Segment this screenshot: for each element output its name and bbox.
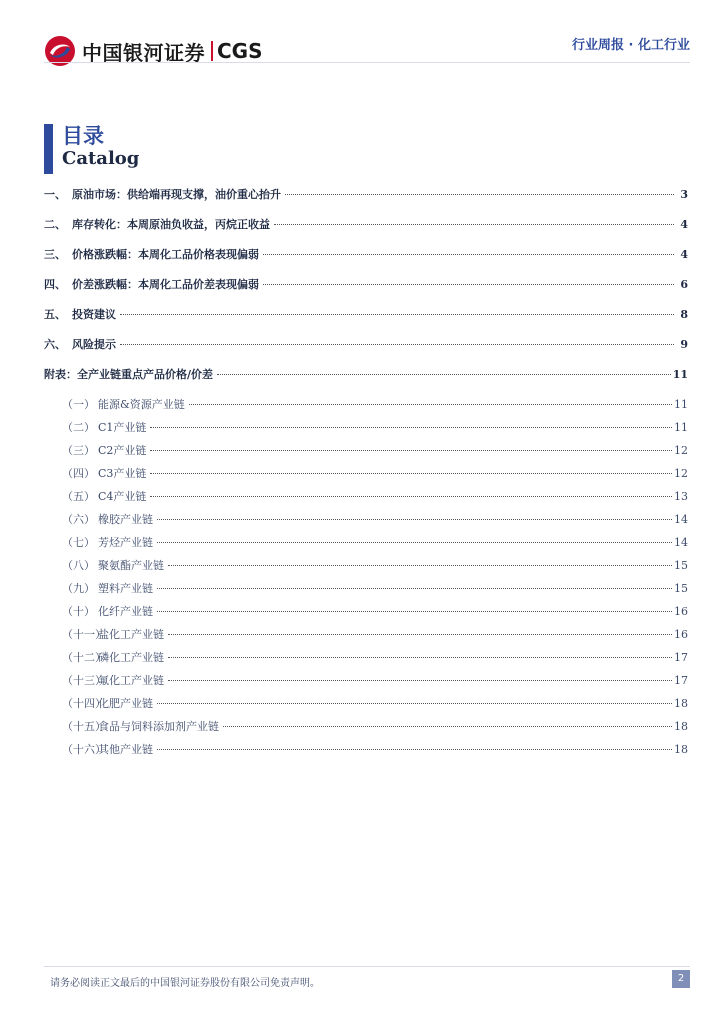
brand-name-cn: 中国银河证券 (82, 40, 205, 65)
toc-entry-page: 11 (674, 421, 688, 434)
toc-subsection-entry[interactable] (44, 419, 688, 442)
page-header (0, 0, 724, 80)
toc-entry-title: 化肥产业链 (98, 697, 153, 710)
toc-entry-number: （一） (62, 398, 95, 411)
toc-entry-number: （五） (62, 490, 95, 503)
toc-entry-number: 三、 (44, 248, 66, 261)
brand-name-en: CGS (217, 39, 263, 63)
toc-entry-page: 14 (674, 536, 688, 549)
header-divider (44, 62, 690, 63)
toc-dot-leader (157, 611, 672, 612)
toc-entry-page: 14 (674, 513, 688, 526)
toc-entry-number: （十五） (62, 720, 106, 733)
toc-entry-number: （四） (62, 467, 95, 480)
catalog-title-en: Catalog (62, 148, 140, 169)
toc-subsection-entry[interactable] (44, 442, 688, 465)
toc-dot-leader (168, 634, 672, 635)
toc-dot-leader (223, 726, 672, 727)
toc-subsection-entry[interactable] (44, 557, 688, 580)
toc-entry-title: C3产业链 (98, 467, 147, 480)
toc-entry-number: 四、 (44, 278, 66, 291)
toc-entry-page: 12 (674, 444, 688, 457)
toc-entry-title: 聚氨酯产业链 (98, 559, 164, 572)
toc-entry-title: 化纤产业链 (98, 605, 153, 618)
toc-section-entry[interactable] (44, 366, 688, 396)
toc-subsection-entry[interactable] (44, 626, 688, 649)
toc-dot-leader (189, 404, 672, 405)
toc-section-entry[interactable] (44, 246, 688, 276)
toc-section-entry[interactable] (44, 336, 688, 366)
toc-entry-number: （二） (62, 421, 95, 434)
toc-dot-leader (157, 542, 672, 543)
toc-dot-leader (168, 565, 672, 566)
catalog-title-cn: 目录 (62, 124, 104, 148)
toc-entry-page: 18 (674, 720, 688, 733)
toc-subsection-entry[interactable] (44, 511, 688, 534)
toc-entry-page: 4 (680, 218, 688, 231)
toc-dot-leader (157, 588, 672, 589)
page-number-badge: 2 (672, 970, 690, 988)
toc-dot-leader (150, 427, 672, 428)
toc-entry-page: 9 (680, 338, 688, 351)
toc-entry-number: （十） (62, 605, 95, 618)
toc-dot-leader (157, 519, 672, 520)
toc-subsection-entry[interactable] (44, 672, 688, 695)
toc-entry-title: C2产业链 (98, 444, 147, 457)
toc-section-entry[interactable] (44, 216, 688, 246)
toc-entry-title: 磷化工产业链 (98, 651, 164, 664)
toc-entry-title: 价格涨跌幅：本周化工品价格表现偏弱 (72, 248, 259, 261)
toc-entry-title: 氟化工产业链 (98, 674, 164, 687)
toc-entry-page: 16 (674, 605, 688, 618)
toc-entry-title: 投资建议 (72, 308, 116, 321)
toc-entry-page: 18 (674, 743, 688, 756)
toc-subsection-entry[interactable] (44, 534, 688, 557)
toc-entry-title: 附表：全产业链重点产品价格/价差 (44, 368, 214, 381)
toc-entry-title: 能源&资源产业链 (98, 398, 185, 411)
toc-entry-number: （七） (62, 536, 95, 549)
toc-entry-page: 8 (680, 308, 688, 321)
footer-disclaimer: 请务必阅读正文最后的中国银河证券股份有限公司免责声明。 (50, 978, 320, 989)
toc-entry-number: （三） (62, 444, 95, 457)
table-of-contents (44, 186, 688, 764)
toc-entry-page: 15 (674, 582, 688, 595)
toc-dot-leader (150, 450, 672, 451)
report-type-label: 行业周报 · 化工行业 (572, 38, 690, 53)
toc-dot-leader (150, 496, 672, 497)
toc-entry-title: 其他产业链 (98, 743, 153, 756)
toc-entry-title: C4产业链 (98, 490, 147, 503)
toc-dot-leader (274, 224, 674, 225)
toc-entry-page: 3 (680, 188, 688, 201)
toc-subsection-entry[interactable] (44, 488, 688, 511)
toc-entry-page: 15 (674, 559, 688, 572)
toc-subsection-entry[interactable] (44, 695, 688, 718)
toc-subsection-entry[interactable] (44, 649, 688, 672)
toc-entry-page: 18 (674, 697, 688, 710)
toc-entry-title: 芳烃产业链 (98, 536, 153, 549)
toc-dot-leader (120, 314, 674, 315)
toc-entry-title: 食品与饲料添加剂产业链 (98, 720, 219, 733)
toc-subsection-entry[interactable] (44, 741, 688, 764)
toc-dot-leader (263, 254, 674, 255)
toc-entry-title: 风险提示 (72, 338, 116, 351)
toc-entry-number: 六、 (44, 338, 66, 351)
toc-section-entry[interactable] (44, 306, 688, 336)
toc-entry-title: C1产业链 (98, 421, 147, 434)
toc-entry-number: （十三） (62, 674, 106, 687)
toc-entry-title: 库存转化：本周原油负收益，丙烷正收益 (72, 218, 270, 231)
toc-entry-number: （十一） (62, 628, 106, 641)
toc-entry-page: 16 (674, 628, 688, 641)
toc-dot-leader (150, 473, 672, 474)
toc-subsection-entry[interactable] (44, 603, 688, 626)
toc-entry-page: 11 (674, 398, 688, 411)
toc-section-entry[interactable] (44, 186, 688, 216)
title-accent-bar (44, 124, 53, 174)
toc-entry-number: （六） (62, 513, 95, 526)
toc-entry-title: 塑料产业链 (98, 582, 153, 595)
footer-divider (44, 966, 690, 967)
toc-dot-leader (157, 703, 672, 704)
toc-entry-title: 价差涨跌幅：本周化工品价差表现偏弱 (72, 278, 259, 291)
toc-entry-number: （十二） (62, 651, 106, 664)
toc-entry-title: 盐化工产业链 (98, 628, 164, 641)
toc-subsection-entry[interactable] (44, 580, 688, 603)
toc-entry-number: 一、 (44, 188, 66, 201)
toc-subsection-entry[interactable] (44, 718, 688, 741)
toc-dot-leader (168, 657, 672, 658)
toc-entry-page: 6 (680, 278, 688, 291)
toc-dot-leader (217, 374, 671, 375)
toc-entry-page: 13 (674, 490, 688, 503)
toc-dot-leader (263, 284, 674, 285)
toc-dot-leader (285, 194, 674, 195)
toc-entry-page: 11 (672, 368, 688, 381)
toc-entry-number: （八） (62, 559, 95, 572)
toc-subsection-entry[interactable] (44, 465, 688, 488)
toc-dot-leader (120, 344, 674, 345)
toc-dot-leader (168, 680, 672, 681)
toc-entry-number: 五、 (44, 308, 66, 321)
toc-section-entry[interactable] (44, 276, 688, 306)
toc-entry-title: 橡胶产业链 (98, 513, 153, 526)
toc-entry-number: （十四） (62, 697, 106, 710)
toc-subsection-entry[interactable] (44, 396, 688, 419)
toc-entry-number: 二、 (44, 218, 66, 231)
toc-entry-page: 12 (674, 467, 688, 480)
toc-entry-page: 4 (680, 248, 688, 261)
toc-entry-number: （十六） (62, 743, 106, 756)
toc-entry-page: 17 (674, 651, 688, 664)
toc-entry-page: 17 (674, 674, 688, 687)
toc-dot-leader (157, 749, 672, 750)
brand-separator (211, 41, 213, 61)
toc-entry-number: （九） (62, 582, 95, 595)
toc-entry-title: 原油市场：供给端再现支撑，油价重心抬升 (72, 188, 281, 201)
